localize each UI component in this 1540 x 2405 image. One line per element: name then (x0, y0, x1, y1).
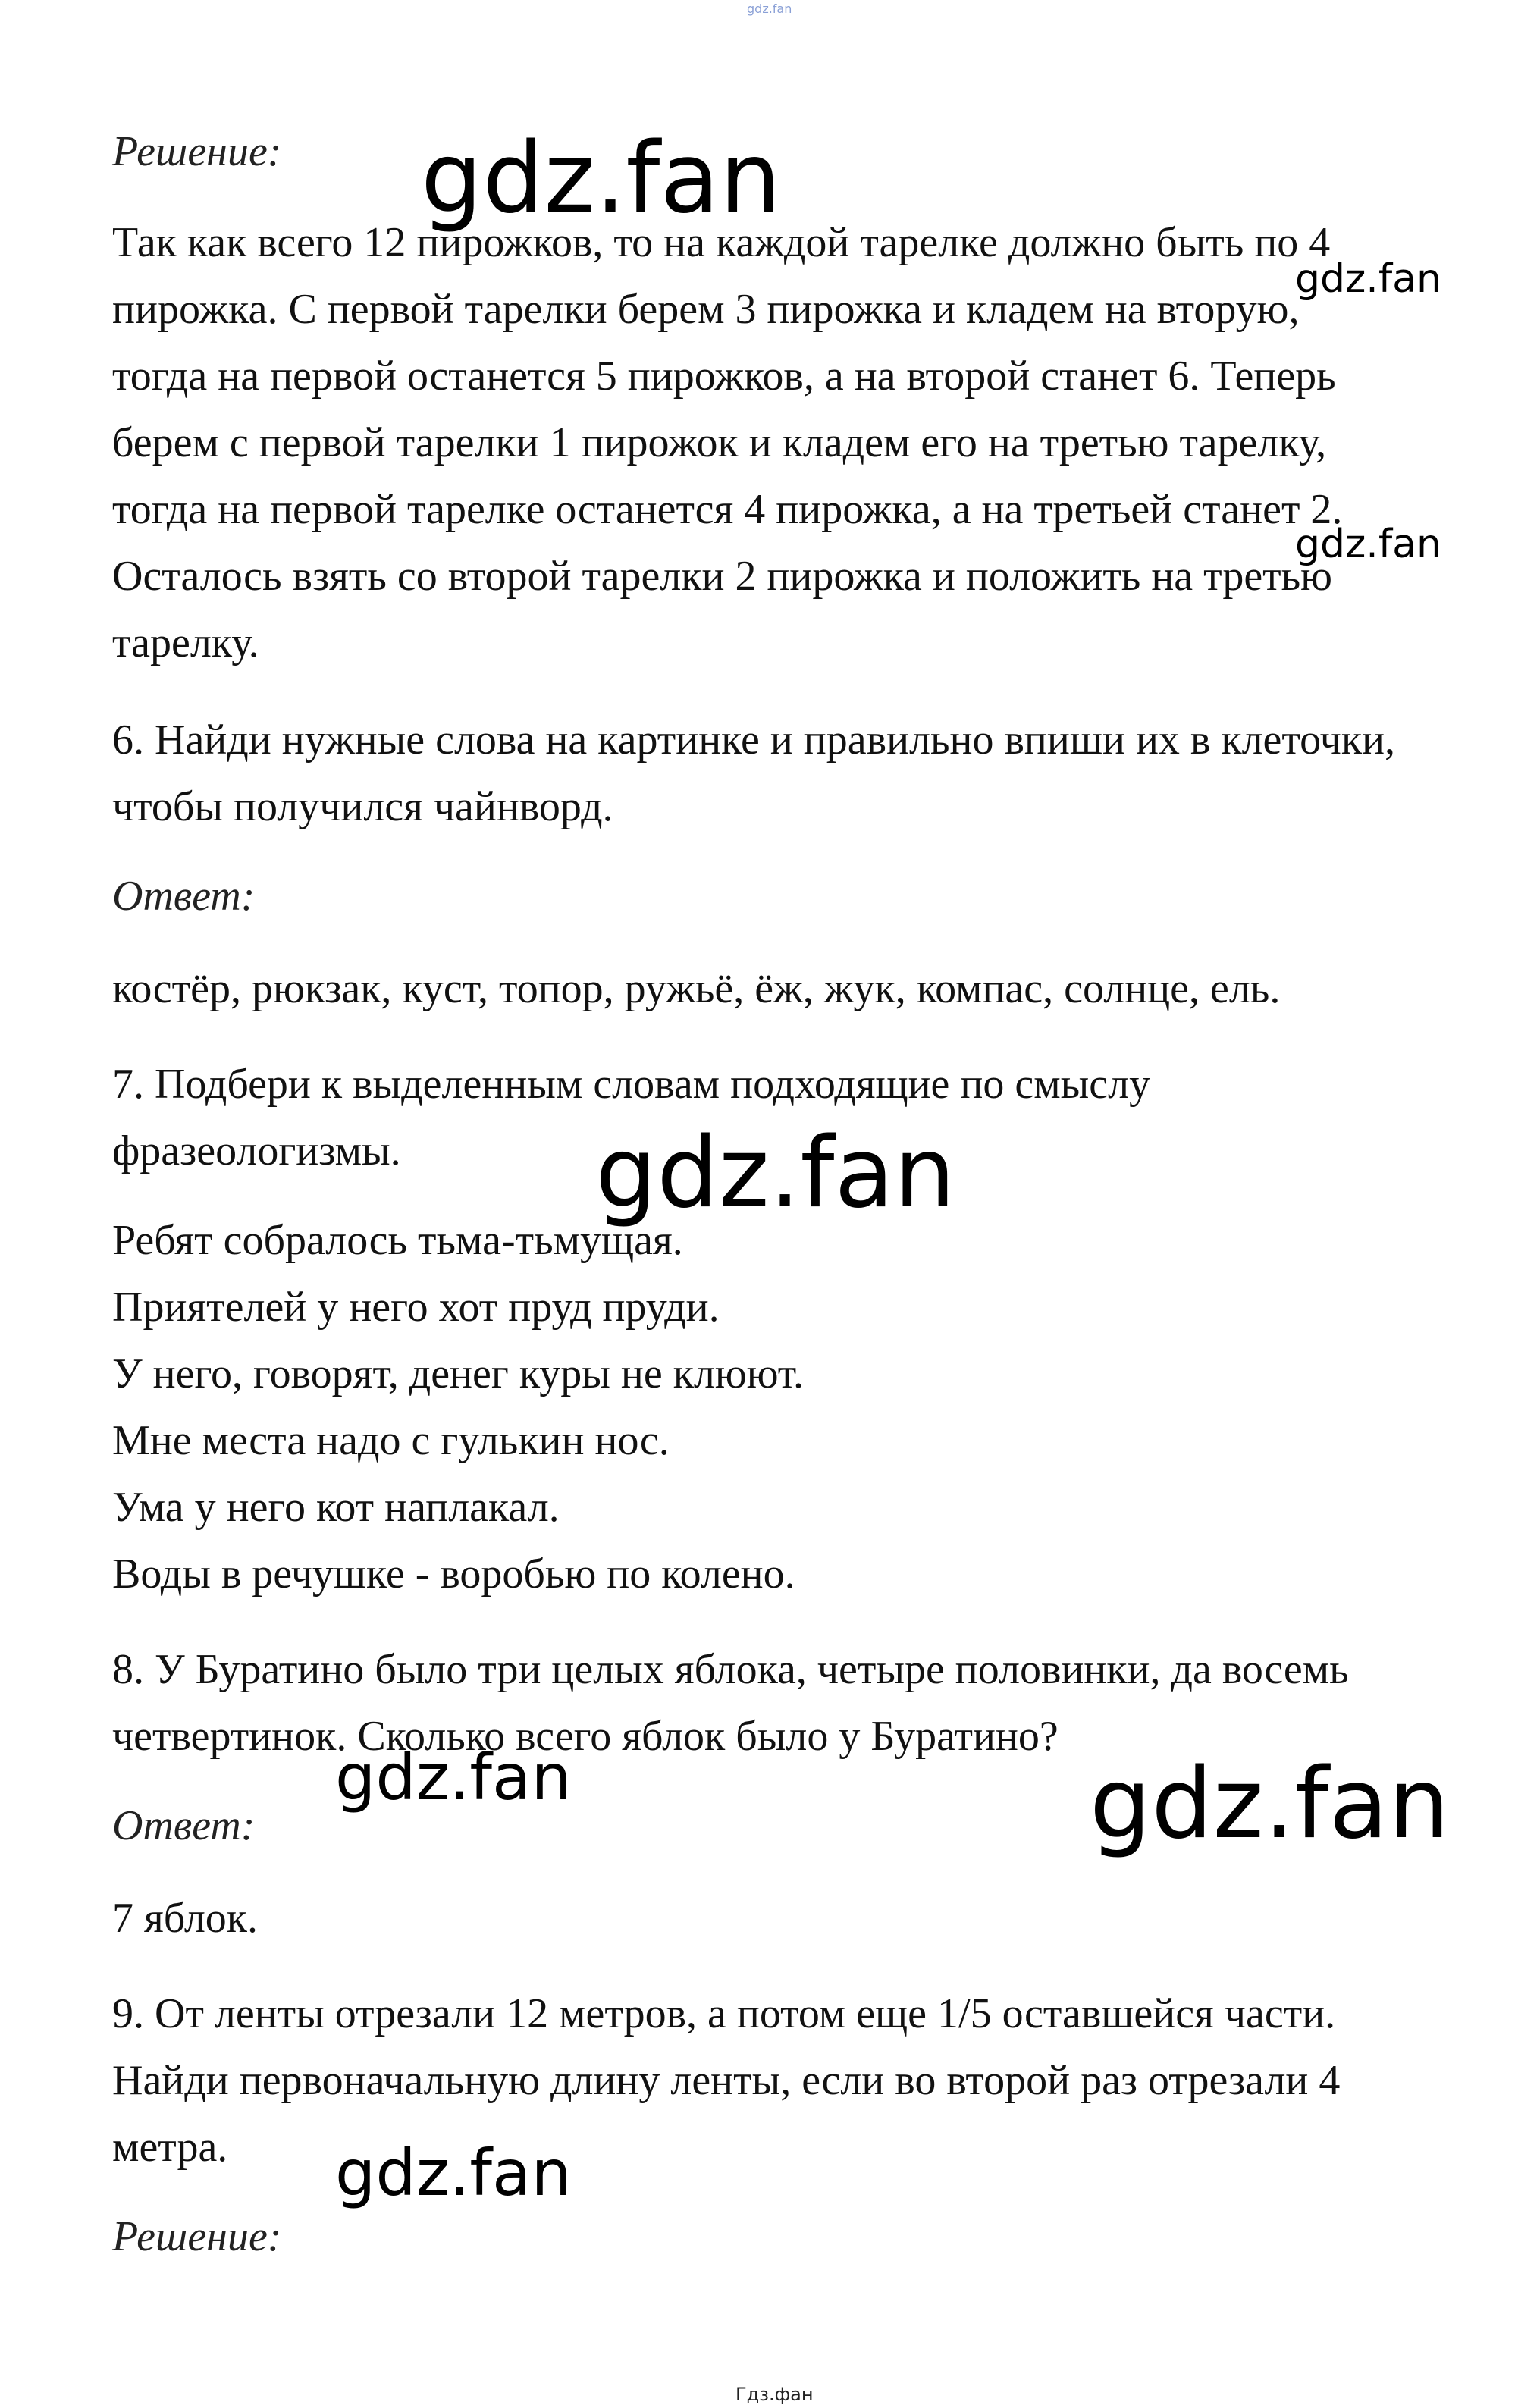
task8-answer-heading: Ответ: (112, 1802, 256, 1849)
task9-text: метра. (112, 2124, 228, 2171)
task7-text: 7. Подбери к выделенным словам подходящие по смыслу (112, 1061, 1151, 1108)
task6-text: 6. Найди нужные слова на картинке и правильно впиши их в клеточки, (112, 716, 1396, 764)
watermark: gdz.fan (1295, 256, 1441, 302)
solution-heading: Решение: (112, 128, 282, 175)
header-watermark: gdz.fan (747, 2, 792, 16)
solution-line: тогда на первой тарелке останется 4 пирожка, а на третьей станет 2. (112, 486, 1343, 533)
task7-text: фразеологизмы. (112, 1127, 401, 1174)
task7-sentence: Воды в речушке - воробью по колено. (112, 1551, 795, 1598)
task7-sentence: Приятелей у него хот пруд пруди. (112, 1284, 720, 1331)
task7-sentence: Мне места надо с гулькин нос. (112, 1417, 670, 1464)
task7-sentence: Ребят собралось тьма-тьмущая. (112, 1217, 683, 1264)
task9-text: Найди первоначальную длину ленты, если во второй раз отрезали 4 (112, 2057, 1341, 2104)
task6-text: чтобы получился чайнворд. (112, 783, 613, 830)
task9-text: 9. От ленты отрезали 12 метров, а потом еще 1/5 оставшейся части. (112, 1990, 1336, 2037)
task8-answer: 7 яблок. (112, 1895, 259, 1942)
task7-sentence: У него, говорят, денег куры не клюют. (112, 1350, 805, 1397)
watermark: gdz.fan (335, 1740, 572, 1814)
solution-line: тогда на первой останется 5 пирожков, а на второй станет 6. Теперь (112, 353, 1336, 400)
solution-line: Осталось взять со второй тарелки 2 пирожка и положить на третью (112, 553, 1333, 600)
task6-answer: костёр, рюкзак, куст, топор, ружьё, ёж, жук, компас, солнце, ель. (112, 965, 1281, 1012)
task9-solution-heading: Решение: (112, 2213, 282, 2260)
solution-line: тарелку. (112, 619, 259, 666)
task7-sentence: Ума у него кот наплакал. (112, 1484, 560, 1531)
solution-line: пирожка. С первой тарелки берем 3 пирожка и кладем на вторую, (112, 286, 1300, 333)
solution-line: берем с первой тарелки 1 пирожок и кладем его на третью тарелку, (112, 419, 1327, 466)
solution-line: Так как всего 12 пирожков, то на каждой тарелке должно быть по 4 (112, 219, 1331, 266)
watermark: gdz.fan (595, 1117, 955, 1230)
task6-answer-heading: Ответ: (112, 873, 256, 920)
watermark: gdz.fan (1295, 522, 1441, 567)
task8-text: четвертинок. Сколько всего яблок было у Буратино? (112, 1713, 1059, 1760)
watermark: gdz.fan (335, 2136, 572, 2210)
watermark: gdz.fan (1090, 1748, 1450, 1861)
footer-label: Гдз.фан (735, 2384, 814, 2405)
watermark: gdz.fan (421, 122, 781, 235)
task8-text: 8. У Буратино было три целых яблока, четыре половинки, да восемь (112, 1646, 1349, 1693)
